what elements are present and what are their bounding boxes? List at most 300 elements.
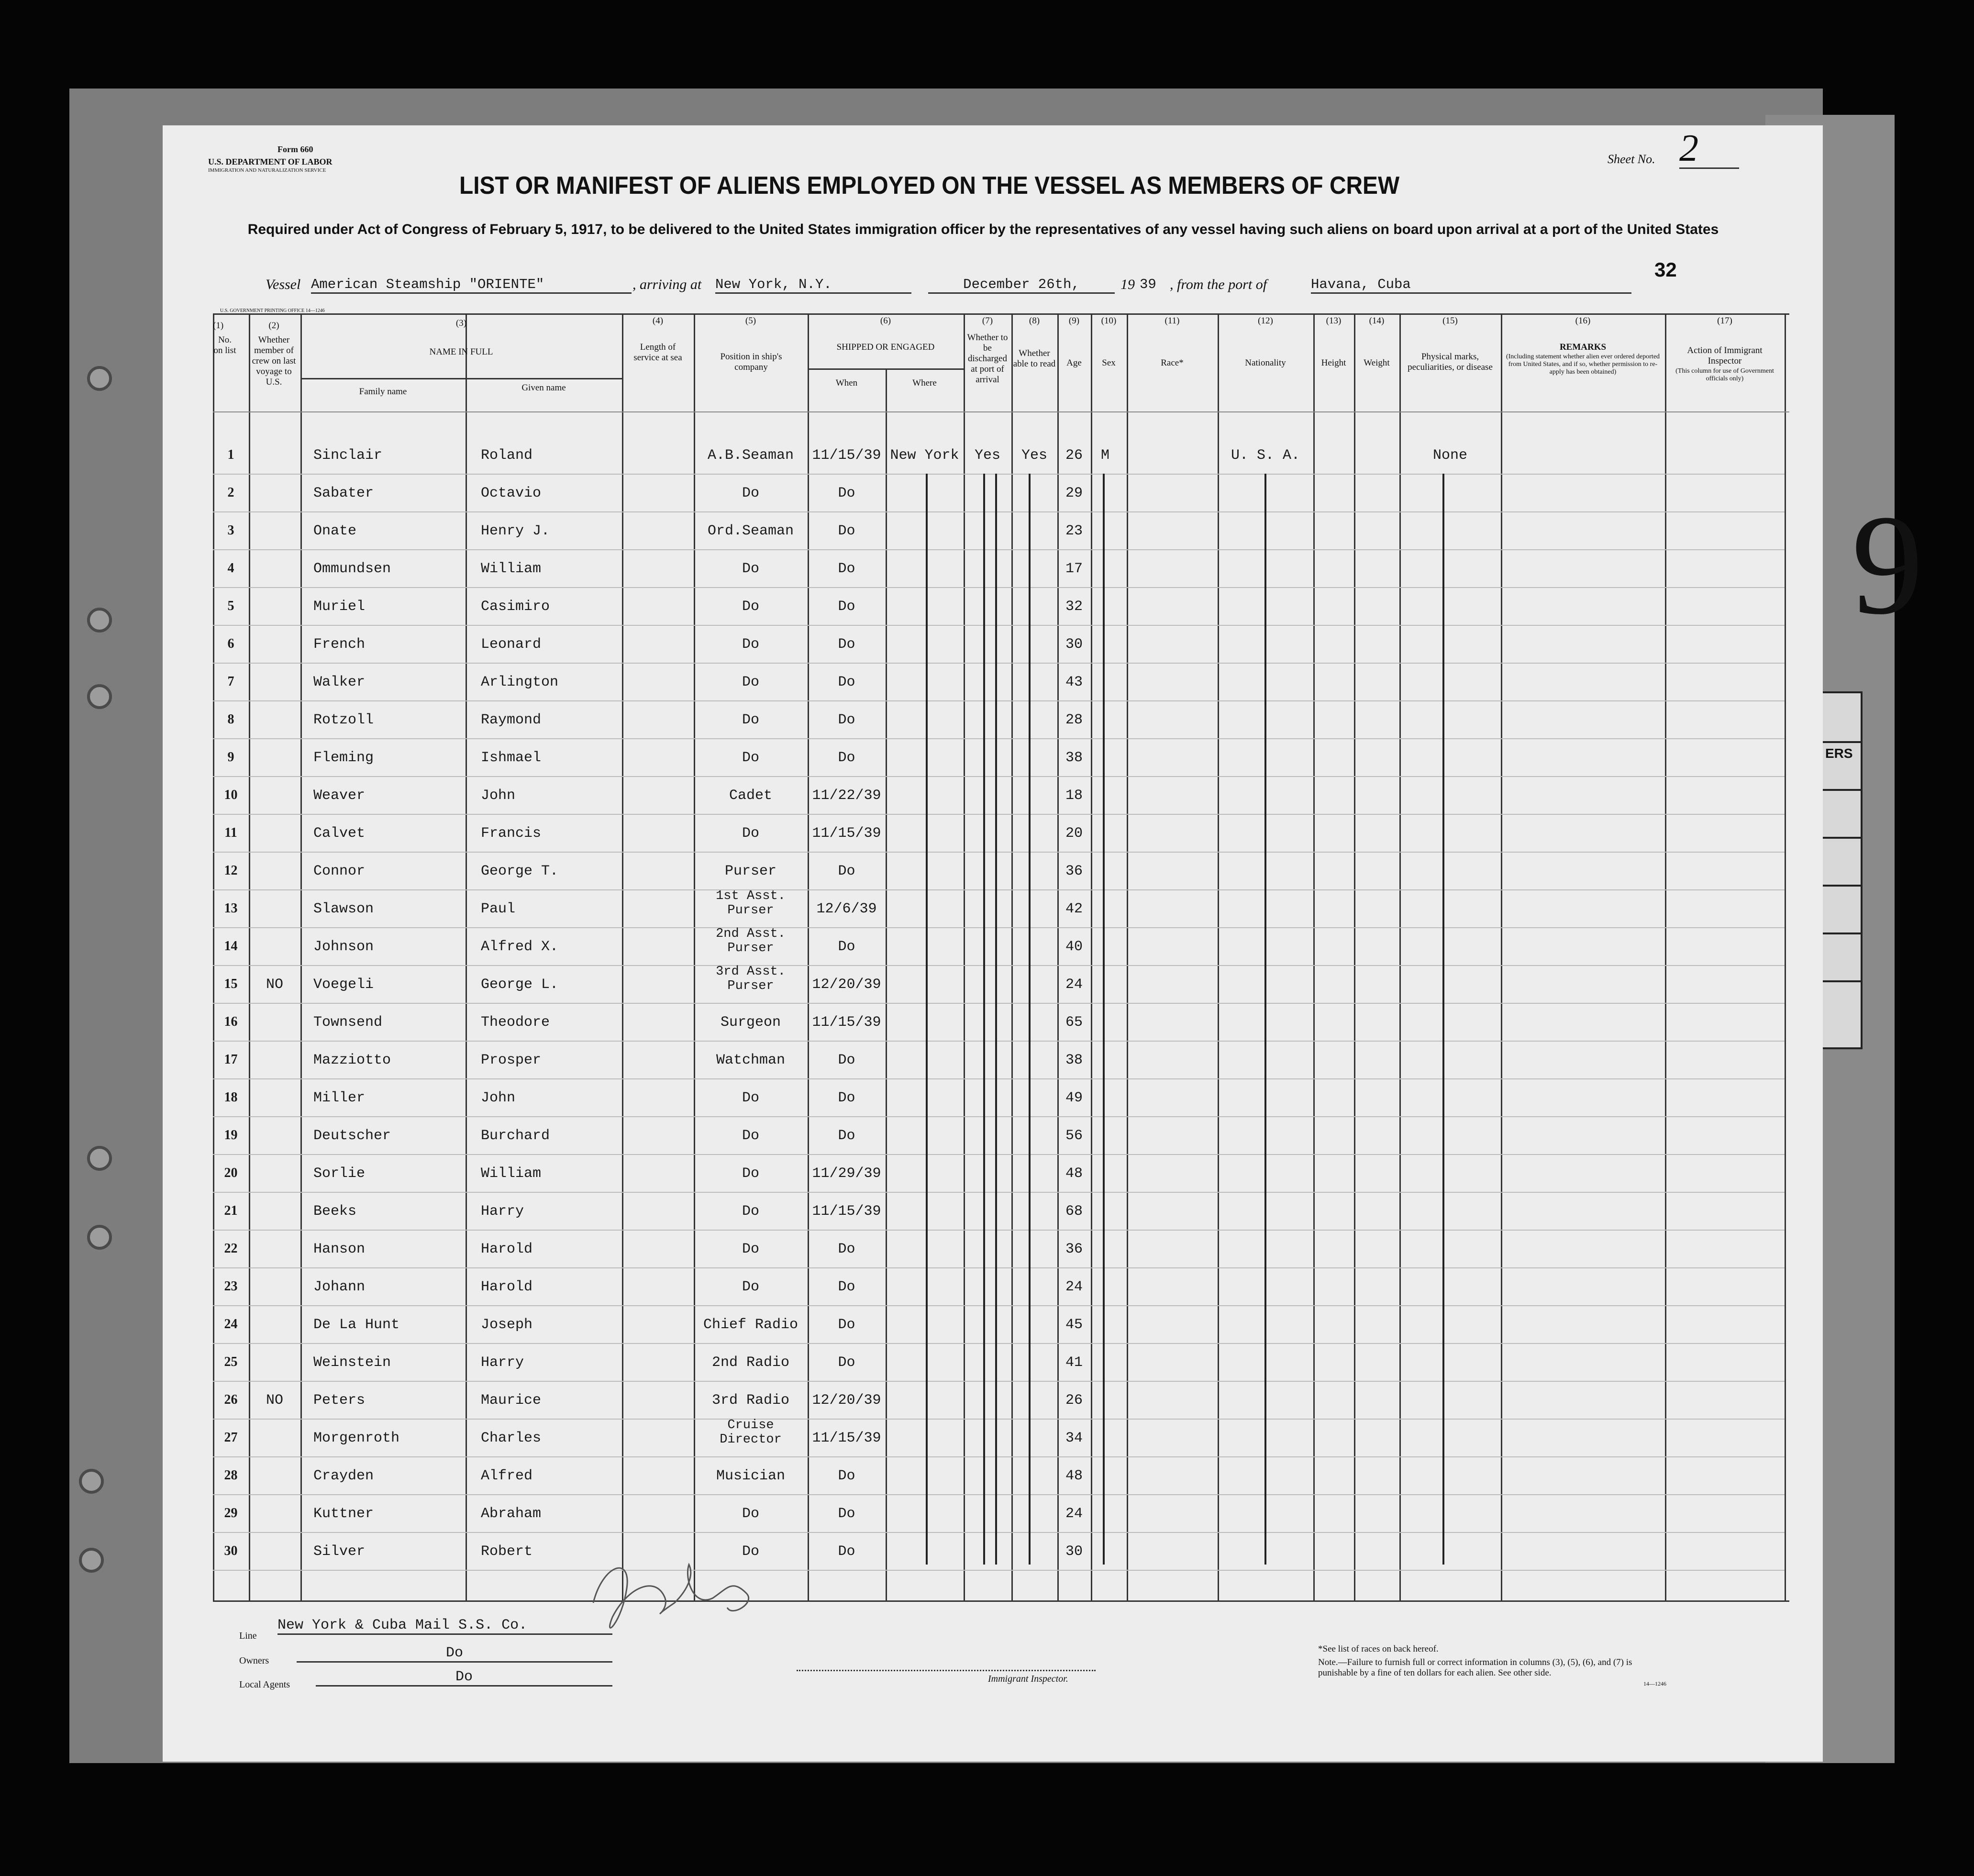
cell-position: Surgeon — [720, 1014, 781, 1031]
year-prefix: 19 — [1120, 277, 1135, 292]
margin-handwritten-number: 9 — [1852, 485, 1923, 644]
binder-hole — [87, 366, 112, 391]
col2-number: (2) — [268, 321, 279, 331]
cell-when: 12/20/39 — [812, 1392, 881, 1409]
cell-position: 3rd Radio — [711, 1392, 790, 1409]
from-port: Havana, Cuba — [1311, 277, 1631, 294]
cell-no: 22 — [224, 1241, 238, 1256]
cell-position: Ord.Seaman — [707, 523, 794, 539]
row-rule — [213, 1267, 1785, 1268]
cell-age: 20 — [1065, 825, 1083, 842]
row-rule — [213, 1494, 1785, 1495]
col16-number: (16) — [1575, 316, 1591, 326]
cell-family: French — [313, 636, 366, 653]
row-rule — [213, 776, 1785, 777]
cell-no: 26 — [224, 1392, 238, 1407]
tab-text: ERS — [1825, 746, 1853, 761]
col3b-header: Given name — [521, 383, 566, 393]
column-rule — [300, 313, 302, 1600]
vessel-label: Vessel — [266, 277, 301, 292]
col2-header: Whether member of crew on last voyage to U.S. — [252, 335, 296, 387]
cell-position: Watchman — [716, 1052, 786, 1068]
cell-when: Do — [838, 1543, 855, 1560]
cell-family: Walker — [313, 674, 366, 690]
cell-family: Johnson — [313, 939, 374, 955]
cell-family: Muriel — [313, 599, 366, 615]
cell-age: 23 — [1065, 523, 1083, 539]
col16-note: (Including statement whether alien ever ordered deported from United States, and if so, whether permission to re-apply has been obtained) — [1506, 353, 1660, 376]
cell-family: Calvet — [313, 825, 366, 842]
row-rule — [213, 1078, 1785, 1079]
column-rule — [1091, 313, 1092, 1600]
cell-family: Beeks — [313, 1203, 357, 1220]
cell-when: Do — [838, 1317, 855, 1333]
cell-position: A.B.Seaman — [707, 447, 794, 464]
row-rule — [213, 1343, 1785, 1344]
cell-family: Slawson — [313, 901, 374, 917]
cell-no: 29 — [224, 1506, 238, 1521]
cell-position: Do — [742, 750, 759, 766]
cell-no: 21 — [224, 1203, 238, 1218]
column-rule — [1665, 313, 1666, 1600]
cell-where: New York — [890, 447, 959, 464]
cell-age: 36 — [1065, 1241, 1083, 1257]
binder-hole — [87, 608, 112, 633]
column-rule — [1354, 313, 1355, 1600]
col4-number: (4) — [652, 316, 664, 326]
cell-position: Do — [742, 1543, 759, 1560]
cell-position: Cadet — [729, 788, 772, 804]
cell-position: Do — [742, 561, 759, 577]
cell-position: Do — [742, 1279, 759, 1295]
sheet-label: Sheet No. — [1608, 152, 1655, 166]
cell-given: Alfred — [481, 1468, 533, 1484]
cell-family: Johann — [313, 1279, 366, 1295]
col3a-header: Family name — [359, 387, 407, 397]
row-rule — [213, 625, 1785, 626]
cell-position: 1st Asst. Purser — [716, 889, 786, 918]
cell-when: 11/15/39 — [812, 447, 881, 464]
column-rule — [1501, 313, 1502, 1600]
cell-age: 41 — [1065, 1354, 1083, 1371]
cell-age: 18 — [1065, 788, 1083, 804]
cell-age: 38 — [1065, 750, 1083, 766]
col9-header: Age — [1066, 358, 1082, 368]
cell-given: George T. — [481, 863, 559, 879]
cell-when: Do — [838, 1354, 855, 1371]
cell-nationality: U. S. A. — [1231, 447, 1300, 464]
cell-position: Do — [742, 599, 759, 615]
column-rule — [886, 368, 887, 1600]
cell-position: Do — [742, 1128, 759, 1144]
cell-no: 18 — [224, 1090, 238, 1105]
cell-when: Do — [838, 485, 855, 501]
department-name: U.S. DEPARTMENT OF LABOR — [208, 157, 333, 167]
arrival-port: New York, N.Y. — [715, 277, 911, 294]
cell-age: 30 — [1065, 1543, 1083, 1560]
ditto-line-sex — [1103, 474, 1105, 1565]
row-rule — [213, 1230, 1785, 1231]
cell-position: Musician — [716, 1468, 786, 1484]
cell-age: 48 — [1065, 1468, 1083, 1484]
ditto-line-physical — [1442, 474, 1444, 1565]
cell-no: 4 — [227, 561, 234, 576]
col13-header: Height — [1321, 358, 1346, 368]
owners-value: Do — [297, 1645, 612, 1663]
cell-given: Roland — [481, 447, 533, 464]
line-value: New York & Cuba Mail S.S. Co. — [277, 1617, 612, 1635]
cell-given: William — [481, 1166, 542, 1182]
cell-age: 17 — [1065, 561, 1083, 577]
cell-given: Theodore — [481, 1014, 550, 1031]
col6-header: SHIPPED OR ENGAGED — [836, 342, 935, 352]
cell-no: 16 — [224, 1014, 238, 1029]
cell-last: NO — [266, 977, 283, 993]
row-rule — [213, 700, 1785, 701]
cell-when: 11/15/39 — [812, 1430, 881, 1446]
cell-age: 45 — [1065, 1317, 1083, 1333]
vessel-name: American Steamship "ORIENTE" — [311, 277, 632, 294]
row-rule — [213, 1381, 1785, 1382]
cell-when: 12/6/39 — [816, 901, 877, 917]
cell-last: NO — [266, 1392, 283, 1409]
col9-number: (9) — [1068, 316, 1080, 326]
cell-family: Sinclair — [313, 447, 383, 464]
cell-given: Robert — [481, 1543, 533, 1560]
cell-when: Do — [838, 712, 855, 728]
penalty-note: Note.—Failure to furnish full or correct information in columns (3), (5), (6), and (7) is punishable by a fine of ten dollars for each alien. See other side. — [1318, 1657, 1632, 1678]
cell-when: 11/15/39 — [812, 1203, 881, 1220]
cell-position: Do — [742, 1241, 759, 1257]
col8-header: Whether able to read — [1013, 348, 1056, 369]
cell-position: Do — [742, 1090, 759, 1106]
cell-age: 56 — [1065, 1128, 1083, 1144]
table-top-rule — [213, 313, 1789, 315]
cell-no: 24 — [224, 1317, 238, 1332]
cell-when: 12/20/39 — [812, 977, 881, 993]
sheet-number: 2 — [1679, 129, 1739, 169]
cell-no: 27 — [224, 1430, 238, 1445]
cell-family: Morgenroth — [313, 1430, 400, 1446]
cell-when: 11/15/39 — [812, 1014, 881, 1031]
cell-given: Henry J. — [481, 523, 550, 539]
col12-header: Nationality — [1245, 358, 1286, 368]
row-rule — [213, 738, 1785, 739]
cell-position: Do — [742, 1166, 759, 1182]
cell-given: Casimiro — [481, 599, 550, 615]
ditto-line-where — [926, 474, 928, 1565]
row-rule — [213, 1305, 1785, 1306]
column-rule — [1218, 313, 1219, 1600]
row-rule — [213, 474, 1785, 475]
cell-no: 7 — [227, 674, 234, 689]
cell-given: John — [481, 1090, 516, 1106]
row-rule — [213, 965, 1785, 966]
col1-number: (1) — [213, 321, 224, 331]
line-label: Line — [239, 1631, 257, 1641]
cell-position: Do — [742, 674, 759, 690]
cell-when: 11/29/39 — [812, 1166, 881, 1182]
cell-family: Voegeli — [313, 977, 374, 993]
binder-hole — [87, 684, 112, 709]
cell-when: 11/22/39 — [812, 788, 881, 804]
cell-when: Do — [838, 599, 855, 615]
row-rule — [213, 549, 1785, 550]
binder-hole — [79, 1469, 104, 1494]
col13-number: (13) — [1326, 316, 1342, 326]
cell-given: Leonard — [481, 636, 542, 653]
row-rule — [213, 1041, 1785, 1042]
cell-no: 30 — [224, 1543, 238, 1558]
cell-no: 3 — [227, 523, 234, 538]
cell-when: Do — [838, 1506, 855, 1522]
cell-no: 6 — [227, 636, 234, 651]
cell-family: Mazziotto — [313, 1052, 391, 1068]
ditto-line-read — [1029, 474, 1031, 1565]
cell-given: Harold — [481, 1241, 533, 1257]
cell-age: 49 — [1065, 1090, 1083, 1106]
cell-given: William — [481, 561, 542, 577]
cell-family: Peters — [313, 1392, 366, 1409]
cell-family: Onate — [313, 523, 357, 539]
cell-age: 30 — [1065, 636, 1083, 653]
arriving-label: , arriving at — [632, 277, 702, 292]
cell-given: Raymond — [481, 712, 542, 728]
arrival-date: December 26th, — [928, 277, 1115, 294]
cell-given: George L. — [481, 977, 559, 993]
cell-family: Deutscher — [313, 1128, 391, 1144]
cell-no: 20 — [224, 1166, 238, 1180]
cell-position: 2nd Radio — [711, 1354, 790, 1371]
cell-age: 36 — [1065, 863, 1083, 879]
binder-hole — [87, 1225, 112, 1250]
table-bottom-rule — [213, 1600, 1789, 1602]
cell-when: Do — [838, 750, 855, 766]
cell-position: 3rd Asst. Purser — [716, 965, 786, 993]
cell-age: 38 — [1065, 1052, 1083, 1068]
cell-given: Alfred X. — [481, 939, 559, 955]
cell-family: Weaver — [313, 788, 366, 804]
cell-no: 23 — [224, 1279, 238, 1294]
cell-no: 13 — [224, 901, 238, 916]
col1-header: No. on list — [213, 335, 236, 355]
cell-given: Harold — [481, 1279, 533, 1295]
cell-family: Miller — [313, 1090, 366, 1106]
cell-discharged: Yes — [974, 447, 1000, 464]
cell-when: Do — [838, 523, 855, 539]
col14-number: (14) — [1369, 316, 1385, 326]
cell-age: 65 — [1065, 1014, 1083, 1031]
cell-age: 42 — [1065, 901, 1083, 917]
cell-when: Do — [838, 674, 855, 690]
service-name: IMMIGRATION AND NATURALIZATION SERVICE — [208, 167, 326, 173]
cell-when: Do — [838, 1279, 855, 1295]
cell-no: 14 — [224, 939, 238, 954]
name-header-rule — [300, 378, 622, 379]
races-note: *See list of races on back hereof. — [1318, 1644, 1439, 1654]
cell-when: Do — [838, 863, 855, 879]
row-rule — [213, 1192, 1785, 1193]
cell-no: 17 — [224, 1052, 238, 1067]
cell-no: 11 — [224, 825, 237, 840]
col3-number: (3) — [455, 318, 467, 328]
cell-when: Do — [838, 636, 855, 653]
cell-family: Townsend — [313, 1014, 383, 1031]
row-rule — [213, 927, 1785, 928]
col10-number: (10) — [1101, 316, 1117, 326]
cell-position: Purser — [724, 863, 777, 879]
index-tab — [1820, 691, 1863, 1049]
col15-header: Physical marks, peculiarities, or disease — [1408, 352, 1493, 372]
row-rule — [213, 1154, 1785, 1155]
cell-no: 12 — [224, 863, 238, 878]
cell-given: Maurice — [481, 1392, 542, 1409]
cell-family: Sorlie — [313, 1166, 366, 1182]
cell-age: 68 — [1065, 1203, 1083, 1220]
cell-no: 2 — [227, 485, 234, 500]
cell-given: Harry — [481, 1203, 524, 1220]
column-rule — [1313, 313, 1315, 1600]
col3-header: NAME IN FULL — [429, 347, 493, 357]
column-rule — [1785, 313, 1786, 1600]
col5-header: Position in ship's company — [720, 352, 782, 372]
column-rule — [1127, 313, 1128, 1600]
cell-position: Do — [742, 825, 759, 842]
cell-age: 43 — [1065, 674, 1083, 690]
col11-header: Race* — [1161, 358, 1184, 368]
cell-given: Arlington — [481, 674, 559, 690]
column-rule — [1399, 313, 1401, 1600]
col4-header: Length of service at sea — [633, 342, 682, 363]
row-rule — [213, 1003, 1785, 1004]
printing-office: U.S. GOVERNMENT PRINTING OFFICE 14—1246 — [220, 308, 325, 313]
cell-family: Sabater — [313, 485, 374, 501]
cell-given: Ishmael — [481, 750, 542, 766]
ditto-line-nationality — [1264, 474, 1266, 1565]
col11-number: (11) — [1164, 316, 1180, 326]
column-rule — [1011, 313, 1013, 1600]
column-rule — [622, 313, 623, 1600]
cell-age: 26 — [1065, 447, 1083, 464]
cell-family: Weinstein — [313, 1354, 391, 1371]
cell-given: John — [481, 788, 516, 804]
inspector-signature-line — [797, 1670, 1096, 1671]
cell-age: 48 — [1065, 1166, 1083, 1182]
cell-when: Do — [838, 1468, 855, 1484]
owners-label: Owners — [239, 1655, 269, 1666]
cell-position: Chief Radio — [703, 1317, 798, 1333]
row-rule — [213, 889, 1785, 890]
cell-physical: None — [1432, 447, 1467, 464]
cell-age: 24 — [1065, 1279, 1083, 1295]
ditto-line-discharged-2 — [995, 474, 997, 1565]
cell-family: Connor — [313, 863, 366, 879]
cell-family: Hanson — [313, 1241, 366, 1257]
col17-note: (This column for use of Government officials only) — [1675, 367, 1774, 382]
cell-given: Francis — [481, 825, 542, 842]
cell-age: 32 — [1065, 599, 1083, 615]
cell-when: 11/15/39 — [812, 825, 881, 842]
cell-position: 2nd Asst. Purser — [716, 927, 786, 955]
row-rule — [213, 1570, 1785, 1571]
cell-position: Do — [742, 1506, 759, 1522]
cell-age: 26 — [1065, 1392, 1083, 1409]
col5-number: (5) — [745, 316, 756, 326]
cell-no: 1 — [227, 447, 234, 462]
row-rule — [213, 814, 1785, 815]
cell-age: 28 — [1065, 712, 1083, 728]
cell-sex: M — [1100, 447, 1109, 464]
cell-family: Crayden — [313, 1468, 374, 1484]
row-rule — [213, 1419, 1785, 1420]
cell-age: 40 — [1065, 939, 1083, 955]
cell-family: Silver — [313, 1543, 366, 1560]
col12-number: (12) — [1258, 316, 1273, 326]
row-rule — [213, 587, 1785, 588]
cell-no: 9 — [227, 750, 234, 765]
cell-family: Ommundsen — [313, 561, 391, 577]
cell-no: 19 — [224, 1128, 238, 1143]
cell-when: Do — [838, 1128, 855, 1144]
col7-header: Whether to be discharged at port of arrival — [967, 333, 1008, 385]
cell-read: Yes — [1021, 447, 1047, 464]
cell-given: Octavio — [481, 485, 542, 501]
column-rule — [964, 313, 965, 1600]
cell-given: Prosper — [481, 1052, 542, 1068]
row-rule — [213, 1532, 1785, 1533]
cell-no: 15 — [224, 977, 238, 991]
row-rule — [213, 663, 1785, 664]
cell-given: Burchard — [481, 1128, 550, 1144]
cell-age: 34 — [1065, 1430, 1083, 1446]
ditto-line-discharged — [983, 474, 985, 1565]
col15-number: (15) — [1442, 316, 1458, 326]
cell-family: Rotzoll — [313, 712, 374, 728]
cell-position: Do — [742, 1203, 759, 1220]
col6-number: (6) — [880, 316, 891, 326]
col17-header: Action of Immigrant Inspector — [1687, 345, 1763, 366]
cell-given: Abraham — [481, 1506, 542, 1522]
manifest-title: LIST OR MANIFEST OF ALIENS EMPLOYED ON THE VESSEL AS MEMBERS OF CREW — [459, 172, 1400, 200]
cell-family: Fleming — [313, 750, 374, 766]
cell-given: Charles — [481, 1430, 542, 1446]
cell-age: 29 — [1065, 485, 1083, 501]
col14-header: Weight — [1364, 358, 1390, 368]
cell-no: 8 — [227, 712, 234, 727]
row-rule — [213, 1456, 1785, 1457]
inspector-label: Immigrant Inspector. — [988, 1674, 1068, 1684]
cell-when: Do — [838, 1241, 855, 1257]
manifest-subtitle: Required under Act of Congress of February 5, 1917, to be delivered to the United States immigration officer by the representatives of any vessel having such aliens on board upon arrival at a port of the United States — [247, 222, 1719, 237]
agents-label: Local Agents — [239, 1679, 290, 1690]
cell-given: Harry — [481, 1354, 524, 1371]
cell-given: Joseph — [481, 1317, 533, 1333]
form-number: Form 660 — [277, 144, 313, 154]
col8-number: (8) — [1029, 316, 1040, 326]
shipped-header-rule — [808, 368, 964, 370]
page-number: 32 — [1654, 258, 1677, 281]
col6a-header: When — [835, 378, 858, 388]
cell-age: 24 — [1065, 977, 1083, 993]
cell-position: Do — [742, 636, 759, 653]
binder-hole — [79, 1548, 104, 1573]
cell-family: De La Hunt — [313, 1317, 400, 1333]
row-rule — [213, 511, 1785, 512]
cell-when: Do — [838, 1090, 855, 1106]
cell-age: 24 — [1065, 1506, 1083, 1522]
col17-number: (17) — [1717, 316, 1732, 326]
column-rule — [466, 313, 467, 1600]
